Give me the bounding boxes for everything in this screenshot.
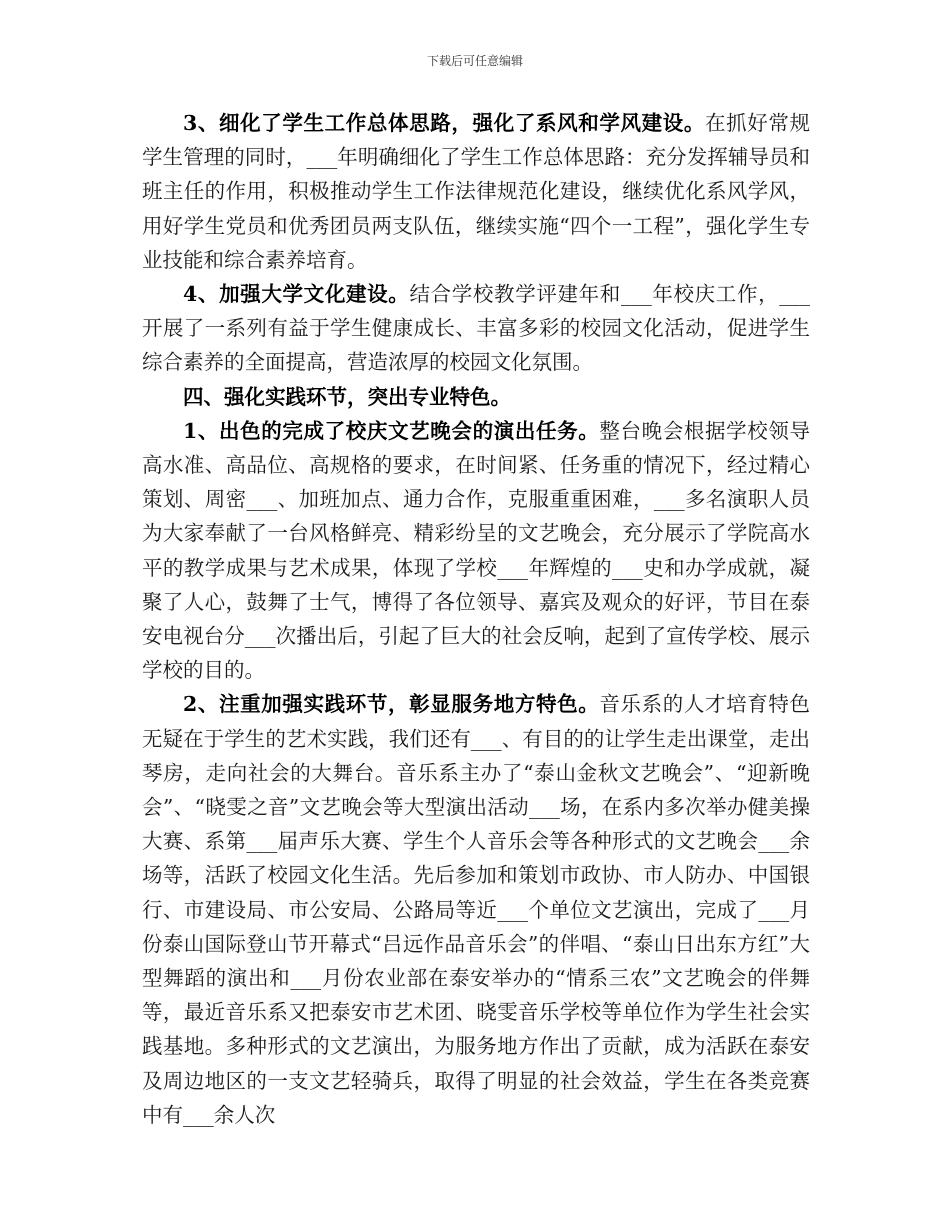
header-note: 下载后可任意编辑 [426,54,523,68]
paragraph-4 [142,277,810,380]
paragraph-4-2-text: 音乐系的人才培育特色无疑在于学生的艺术实践，我们还有___、有目的的让学生走出课堂，走出琴房，走向社会的大舞台。音乐系主办了“泰山金秋文艺晚会”、“迎新晚会”、“晓雯之音”文艺晚会等大型演出活动___场，在系内多次举办健美操大赛、系第___届声乐大赛、学生个人音乐会等各种形式的文艺晚会___余场等，活跃了校园文化生活。先后参加和策划市政协、市人防办、中国银行、市建设局、市公安局、公路局等近___个单位文艺演出，完成了___月份泰山国际登山节开幕式“吕远作品音乐会”的伴唱、“泰山日出东方红”大型舞蹈的演出和___月份农业部在泰安举办的“情系三农”文艺晚会的伴舞等，最近音乐系又把泰安市艺术团、晓雯音乐学校等单位作为学生社会实践基地。多种形式的文艺演出，为服务地方作出了贡献，成为活跃在泰安及周边地区的一支文艺轻骑兵，取得了明显的社会效益，学生在各类竞赛中有___余人次 [142,692,811,1127]
paragraph-3-text: 在抓好常规学生管理的同时，___年明确细化了学生工作总体思路：充分发挥辅导员和班主任的作用，积极推动学生工作法律规范化建设，继续优化系风学风，用好学生党员和优秀团员两支队伍，继续实施“四个一工程”，强化学生专业技能和综合素养培育。 [142,111,810,272]
paragraph-4-1-text: 整台晚会根据学校领导高水准、高品位、高规格的要求，在时间紧、任务重的情况下，经过精心策划、周密___、加班加点、通力合作，克服重重困难，___多名演职人员为大家奉献了一台风格鲜亮、精彩纷呈的文艺晚会，充分展示了学院高水平的教学成果与艺术成果，体现了学校___年辉煌的___史和办学成就，凝聚了人心，鼓舞了士气，博得了各位领导、嘉宾及观众的好评，节目在泰安电视台分___次播出后，引起了巨大的社会反响，起到了宣传学校、展示学校的目的。 [142,418,811,683]
document-body [142,106,810,1132]
section-heading-4: 四、强化实践环节，突出专业特色。 [183,384,511,409]
paragraph-4-2 [142,687,810,1132]
paragraph-4-1-lead: 1、出色的完成了校庆文艺晚会的演出任务。 [183,418,600,443]
paragraph-4-1 [142,414,810,688]
paragraph-4-lead: 4、加强大学文化建设。 [183,282,410,307]
paragraph-3-lead: 3、细化了学生工作总体思路，强化了系风和学风建设。 [183,111,705,135]
paragraph-3 [142,106,810,277]
paragraph-4-text: 结合学校教学评建年和___年校庆工作，___开展了一系列有益于学生健康成长、丰富多彩的校园文化活动，促进学生综合素养的全面提高，营造浓厚的校园文化氛围。 [142,282,811,375]
paragraph-4-2-lead: 2、注重加强实践环节，彰显服务地方特色。 [183,692,600,717]
